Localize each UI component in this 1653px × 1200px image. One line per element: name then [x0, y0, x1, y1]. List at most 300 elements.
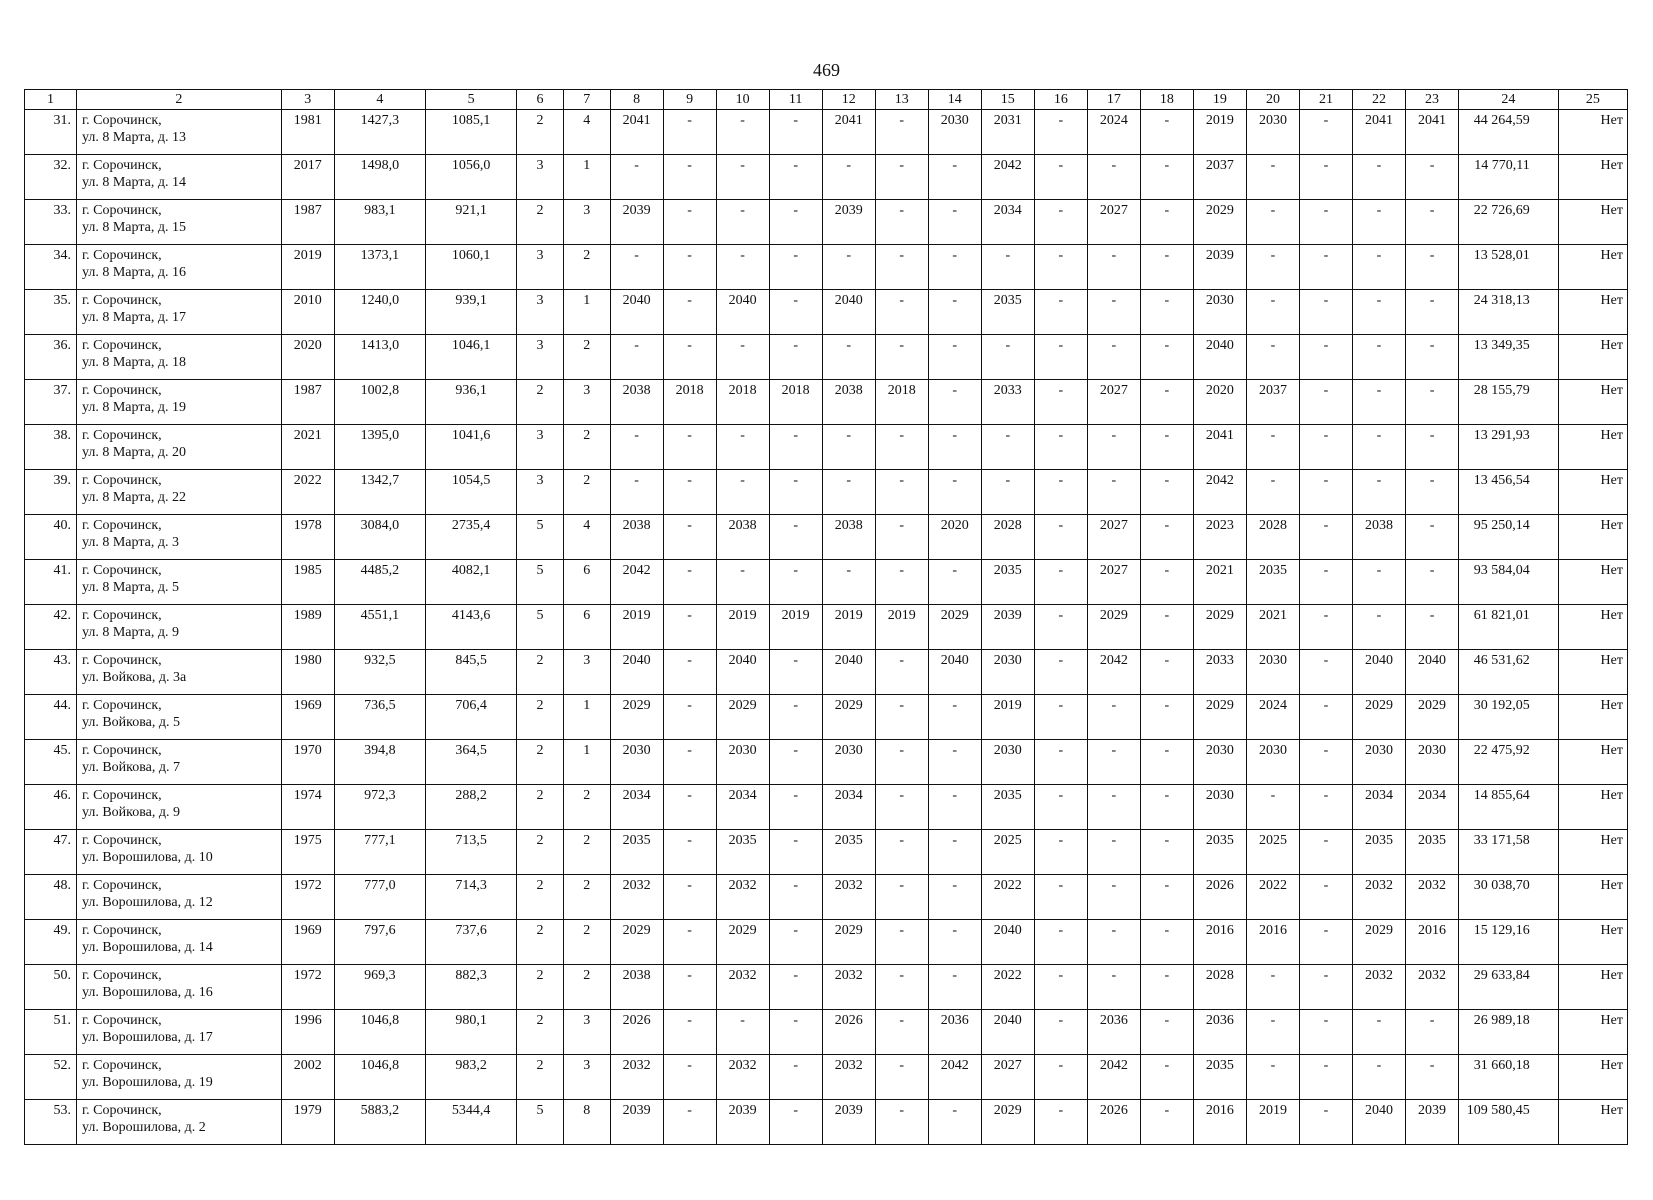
table-cell: - [1034, 515, 1087, 560]
table-cell: - [1140, 875, 1193, 920]
table-cell: 2 [563, 920, 610, 965]
table-cell: 2030 [928, 110, 981, 155]
table-cell: 2040 [1406, 650, 1459, 695]
table-cell: - [663, 695, 716, 740]
table-cell: 2030 [1193, 290, 1246, 335]
table-cell: 2037 [1246, 380, 1299, 425]
table-cell: - [1353, 470, 1406, 515]
address-street: ул. 8 Марта, д. 19 [81, 400, 186, 415]
table-cell: - [663, 920, 716, 965]
table-row [25, 920, 1628, 965]
table-cell: - [1087, 740, 1140, 785]
table-cell: 2029 [1193, 200, 1246, 245]
table-cell: - [1087, 155, 1140, 200]
table-cell: - [663, 830, 716, 875]
table-cell: 983,1 [334, 200, 425, 245]
table-cell: 1987 [281, 380, 334, 425]
table-cell: 2030 [1193, 740, 1246, 785]
table-cell: - [875, 470, 928, 515]
status-cell: Нет [1558, 560, 1627, 605]
table-cell: 2 [517, 965, 564, 1010]
column-header: 8 [610, 90, 663, 110]
address-city: г. Сорочинск, [81, 203, 162, 218]
table-cell: - [663, 875, 716, 920]
address-city: г. Сорочинск, [81, 383, 162, 398]
table-cell: 2026 [610, 1010, 663, 1055]
table-cell: - [1034, 1100, 1087, 1145]
table-cell: - [1406, 470, 1459, 515]
table-cell: 2040 [928, 650, 981, 695]
table-cell: - [1140, 965, 1193, 1010]
table-cell: 5344,4 [425, 1100, 516, 1145]
table-cell: - [1140, 245, 1193, 290]
table-cell: 2030 [716, 740, 769, 785]
table-cell: 2020 [281, 335, 334, 380]
table-cell: 2035 [822, 830, 875, 875]
address-cell [76, 110, 281, 155]
table-cell: 2032 [716, 1055, 769, 1100]
table-cell: 1413,0 [334, 335, 425, 380]
table-cell: 2030 [1353, 740, 1406, 785]
table-cell: - [1299, 695, 1352, 740]
table-cell: 2027 [1087, 515, 1140, 560]
table-cell: - [1034, 650, 1087, 695]
table-cell: 2019 [981, 695, 1034, 740]
table-cell: 2017 [281, 155, 334, 200]
table-cell: 2 [517, 785, 564, 830]
table-cell: - [1406, 1010, 1459, 1055]
table-cell: 2026 [822, 1010, 875, 1055]
row-number: 50. [25, 965, 77, 1010]
table-cell: 2 [563, 470, 610, 515]
table-cell: 2033 [981, 380, 1034, 425]
cost-cell: 29 633,84 [1459, 965, 1559, 1010]
table-cell: 2032 [822, 965, 875, 1010]
table-cell: 2040 [716, 290, 769, 335]
row-number: 31. [25, 110, 77, 155]
table-cell: 2029 [610, 920, 663, 965]
table-cell: 2 [517, 110, 564, 155]
address-cell [76, 740, 281, 785]
status-cell: Нет [1558, 605, 1627, 650]
table-cell: 3 [517, 425, 564, 470]
table-cell: - [663, 1055, 716, 1100]
table-cell: - [769, 830, 822, 875]
status-cell: Нет [1558, 650, 1627, 695]
table-cell: - [663, 785, 716, 830]
column-header: 16 [1034, 90, 1087, 110]
table-cell: - [663, 335, 716, 380]
address-street: ул. Войкова, д. 7 [81, 760, 181, 775]
table-cell: 2034 [1406, 785, 1459, 830]
table-cell: - [1299, 380, 1352, 425]
table-cell: 845,5 [425, 650, 516, 695]
table-cell: - [1087, 425, 1140, 470]
table-cell: - [769, 110, 822, 155]
table-row [25, 470, 1628, 515]
row-number: 32. [25, 155, 77, 200]
table-cell: - [928, 335, 981, 380]
table-cell: - [1353, 560, 1406, 605]
table-cell: - [769, 920, 822, 965]
table-cell: 980,1 [425, 1010, 516, 1055]
table-cell: 969,3 [334, 965, 425, 1010]
table-cell: - [769, 470, 822, 515]
table-cell: - [769, 245, 822, 290]
status-cell: Нет [1558, 1100, 1627, 1145]
table-cell: 2038 [822, 380, 875, 425]
status-cell: Нет [1558, 875, 1627, 920]
table-cell: - [663, 1100, 716, 1145]
table-cell: - [1034, 695, 1087, 740]
cost-cell: 13 291,93 [1459, 425, 1559, 470]
address-cell [76, 515, 281, 560]
table-cell: 2018 [769, 380, 822, 425]
cost-cell: 109 580,45 [1459, 1100, 1559, 1145]
table-cell: - [928, 290, 981, 335]
address-city: г. Сорочинск, [81, 158, 162, 173]
address-cell [76, 425, 281, 470]
table-cell: 1978 [281, 515, 334, 560]
table-cell: 2019 [769, 605, 822, 650]
row-number: 46. [25, 785, 77, 830]
table-cell: 1974 [281, 785, 334, 830]
table-cell: - [875, 695, 928, 740]
cost-cell: 93 584,04 [1459, 560, 1559, 605]
column-header: 13 [875, 90, 928, 110]
cost-cell: 13 456,54 [1459, 470, 1559, 515]
table-cell: 2019 [875, 605, 928, 650]
address-street: ул. 8 Марта, д. 17 [81, 310, 186, 325]
status-cell: Нет [1558, 470, 1627, 515]
table-cell: - [1299, 785, 1352, 830]
row-number: 43. [25, 650, 77, 695]
table-cell: - [1087, 290, 1140, 335]
table-cell: - [875, 425, 928, 470]
address-cell [76, 875, 281, 920]
table-cell: - [928, 200, 981, 245]
table-cell: 777,1 [334, 830, 425, 875]
column-header: 14 [928, 90, 981, 110]
table-cell: - [1353, 380, 1406, 425]
table-cell: 936,1 [425, 380, 516, 425]
table-cell: 2040 [981, 1010, 1034, 1055]
table-cell: 4 [563, 515, 610, 560]
column-header: 24 [1459, 90, 1559, 110]
address-city: г. Сорочинск, [81, 968, 162, 983]
status-cell: Нет [1558, 290, 1627, 335]
table-cell: 1 [563, 290, 610, 335]
address-street: ул. Ворошилова, д. 16 [81, 985, 213, 1000]
table-cell: - [1299, 470, 1352, 515]
status-cell: Нет [1558, 245, 1627, 290]
table-cell: 1054,5 [425, 470, 516, 515]
table-cell: - [1034, 605, 1087, 650]
table-cell: - [1246, 290, 1299, 335]
table-cell: 2028 [981, 515, 1034, 560]
column-header: 20 [1246, 90, 1299, 110]
status-cell: Нет [1558, 380, 1627, 425]
table-cell: 5 [517, 515, 564, 560]
table-cell: 737,6 [425, 920, 516, 965]
table-cell: - [663, 110, 716, 155]
table-cell: - [875, 110, 928, 155]
table-cell: 2022 [981, 965, 1034, 1010]
table-cell: 2 [517, 200, 564, 245]
table-cell: 4143,6 [425, 605, 516, 650]
table-row [25, 155, 1628, 200]
table-cell: 2039 [610, 200, 663, 245]
table-cell: - [1299, 740, 1352, 785]
table-cell: - [1299, 335, 1352, 380]
table-cell: 2032 [1406, 875, 1459, 920]
address-cell [76, 470, 281, 515]
cost-cell: 95 250,14 [1459, 515, 1559, 560]
table-row [25, 830, 1628, 875]
table-cell: 2025 [981, 830, 1034, 875]
table-cell: 972,3 [334, 785, 425, 830]
table-cell: - [1353, 1010, 1406, 1055]
table-cell: - [1406, 335, 1459, 380]
address-city: г. Сорочинск, [81, 428, 162, 443]
column-header: 21 [1299, 90, 1352, 110]
table-cell: 1041,6 [425, 425, 516, 470]
status-cell: Нет [1558, 425, 1627, 470]
status-cell: Нет [1558, 740, 1627, 785]
table-cell: - [1406, 605, 1459, 650]
table-cell: - [1406, 1055, 1459, 1100]
table-cell: - [1406, 155, 1459, 200]
column-header: 1 [25, 90, 77, 110]
table-cell: - [769, 425, 822, 470]
table-cell: - [1299, 425, 1352, 470]
address-cell [76, 560, 281, 605]
housing-registry-table [24, 89, 1628, 1145]
table-cell: - [928, 560, 981, 605]
cost-cell: 61 821,01 [1459, 605, 1559, 650]
address-street: ул. 8 Марта, д. 16 [81, 265, 186, 280]
table-cell: 2029 [822, 695, 875, 740]
table-cell: 2039 [822, 1100, 875, 1145]
table-cell: 2035 [1353, 830, 1406, 875]
status-cell: Нет [1558, 785, 1627, 830]
table-cell: 2035 [716, 830, 769, 875]
row-number: 37. [25, 380, 77, 425]
cost-cell: 14 855,64 [1459, 785, 1559, 830]
table-cell: - [1299, 155, 1352, 200]
table-cell: 2029 [1353, 695, 1406, 740]
table-cell: 2029 [1406, 695, 1459, 740]
table-cell: 3 [517, 155, 564, 200]
cost-cell: 44 264,59 [1459, 110, 1559, 155]
address-cell [76, 650, 281, 695]
address-city: г. Сорочинск, [81, 653, 162, 668]
table-cell: - [663, 470, 716, 515]
table-cell: 2042 [1193, 470, 1246, 515]
table-cell: 5 [517, 605, 564, 650]
table-cell: - [1140, 425, 1193, 470]
table-cell: 2041 [610, 110, 663, 155]
table-cell: 1989 [281, 605, 334, 650]
table-cell: 1979 [281, 1100, 334, 1145]
table-cell: - [1406, 200, 1459, 245]
table-cell: 2 [563, 875, 610, 920]
table-cell: 2035 [981, 560, 1034, 605]
table-cell: 2 [563, 335, 610, 380]
table-cell: - [716, 560, 769, 605]
status-cell: Нет [1558, 830, 1627, 875]
table-cell: - [663, 1010, 716, 1055]
table-cell: 2030 [1246, 650, 1299, 695]
column-header: 12 [822, 90, 875, 110]
column-header: 11 [769, 90, 822, 110]
table-cell: - [769, 740, 822, 785]
table-cell: 1056,0 [425, 155, 516, 200]
column-header: 3 [281, 90, 334, 110]
table-cell: 6 [563, 605, 610, 650]
table-cell: 2038 [610, 380, 663, 425]
table-cell: 5883,2 [334, 1100, 425, 1145]
table-cell: - [769, 155, 822, 200]
table-cell: - [1034, 1055, 1087, 1100]
table-cell: - [716, 110, 769, 155]
table-cell: 1970 [281, 740, 334, 785]
table-cell: - [1353, 155, 1406, 200]
table-cell: 2023 [1193, 515, 1246, 560]
table-row [25, 560, 1628, 605]
status-cell: Нет [1558, 110, 1627, 155]
table-cell: - [1353, 200, 1406, 245]
table-cell: - [1299, 110, 1352, 155]
address-cell [76, 245, 281, 290]
table-cell: 2029 [716, 695, 769, 740]
row-number: 44. [25, 695, 77, 740]
table-cell: - [1140, 290, 1193, 335]
table-cell: 3 [563, 1010, 610, 1055]
address-street: ул. 8 Марта, д. 20 [81, 445, 186, 460]
table-cell: - [928, 1100, 981, 1145]
address-cell [76, 290, 281, 335]
table-cell: - [663, 605, 716, 650]
table-row [25, 740, 1628, 785]
cost-cell: 14 770,11 [1459, 155, 1559, 200]
table-cell: 2029 [1193, 605, 1246, 650]
row-number: 41. [25, 560, 77, 605]
table-cell: - [928, 380, 981, 425]
row-number: 45. [25, 740, 77, 785]
table-cell: - [1406, 515, 1459, 560]
status-cell: Нет [1558, 965, 1627, 1010]
table-cell: 2026 [1087, 1100, 1140, 1145]
table-cell: - [1246, 425, 1299, 470]
address-street: ул. Войкова, д. 3а [81, 670, 187, 685]
table-cell: 2027 [1087, 560, 1140, 605]
table-cell: - [1140, 110, 1193, 155]
table-cell: - [1246, 155, 1299, 200]
row-number: 38. [25, 425, 77, 470]
table-cell: 2020 [928, 515, 981, 560]
table-cell: 1060,1 [425, 245, 516, 290]
table-cell: 2032 [610, 875, 663, 920]
table-cell: - [875, 200, 928, 245]
table-cell: 2018 [875, 380, 928, 425]
table-cell: 4551,1 [334, 605, 425, 650]
table-cell: 2022 [281, 470, 334, 515]
table-cell: 2032 [822, 1055, 875, 1100]
table-cell: - [1034, 740, 1087, 785]
row-number: 39. [25, 470, 77, 515]
table-cell: 2 [517, 740, 564, 785]
table-cell: - [1034, 785, 1087, 830]
table-cell: 8 [563, 1100, 610, 1145]
table-cell: - [1034, 380, 1087, 425]
table-cell: 2032 [1353, 875, 1406, 920]
address-city: г. Сорочинск, [81, 293, 162, 308]
table-cell: 2032 [1406, 965, 1459, 1010]
table-cell: 4082,1 [425, 560, 516, 605]
table-cell: 2019 [822, 605, 875, 650]
table-cell: 2 [563, 830, 610, 875]
table-cell: 2016 [1406, 920, 1459, 965]
column-header: 2 [76, 90, 281, 110]
table-cell: - [1353, 1055, 1406, 1100]
table-cell: - [769, 1055, 822, 1100]
table-cell: - [1406, 245, 1459, 290]
address-cell [76, 335, 281, 380]
table-cell: - [1034, 110, 1087, 155]
table-cell: 2019 [1246, 1100, 1299, 1145]
cost-cell: 15 129,16 [1459, 920, 1559, 965]
table-cell: 1972 [281, 875, 334, 920]
table-cell: 2027 [1087, 380, 1140, 425]
table-cell: 2039 [822, 200, 875, 245]
table-row [25, 875, 1628, 920]
table-cell: - [875, 830, 928, 875]
table-cell: - [1140, 920, 1193, 965]
table-cell: - [1246, 200, 1299, 245]
table-cell: 2039 [1406, 1100, 1459, 1145]
table-cell: - [1246, 1055, 1299, 1100]
status-cell: Нет [1558, 695, 1627, 740]
table-cell: 2030 [1193, 785, 1246, 830]
table-cell: 2016 [1193, 920, 1246, 965]
table-cell: 2 [563, 425, 610, 470]
table-cell: 2030 [610, 740, 663, 785]
table-cell: 714,3 [425, 875, 516, 920]
table-cell: 2042 [981, 155, 1034, 200]
table-cell: 2034 [1353, 785, 1406, 830]
address-street: ул. Ворошилова, д. 19 [81, 1075, 213, 1090]
address-city: г. Сорочинск, [81, 878, 162, 893]
table-cell: 1985 [281, 560, 334, 605]
table-cell: 3 [517, 335, 564, 380]
address-street: ул. 8 Марта, д. 13 [81, 130, 186, 145]
address-cell [76, 830, 281, 875]
table-cell: - [769, 650, 822, 695]
table-cell: - [769, 200, 822, 245]
table-cell: 1002,8 [334, 380, 425, 425]
table-cell: 2028 [1193, 965, 1246, 1010]
table-cell: 2032 [822, 875, 875, 920]
table-cell: 1996 [281, 1010, 334, 1055]
table-cell: 706,4 [425, 695, 516, 740]
table-cell: - [1406, 290, 1459, 335]
table-cell: - [928, 155, 981, 200]
table-cell: 2038 [610, 965, 663, 1010]
table-cell: - [663, 245, 716, 290]
table-cell: - [610, 425, 663, 470]
table-cell: - [1034, 470, 1087, 515]
